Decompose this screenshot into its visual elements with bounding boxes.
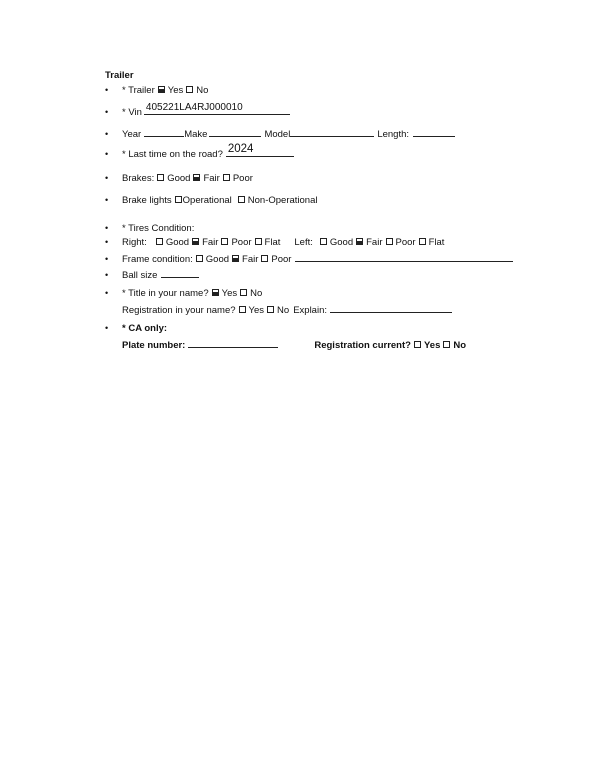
brakes-poor-label: Poor [232,173,253,184]
left-flat-checkbox[interactable] [419,238,426,245]
make-label: Make [184,129,208,140]
brake-lights-operational-checkbox[interactable] [175,196,182,203]
registration-explain-field[interactable] [330,302,452,313]
brake-lights-operational-label: Operational [182,195,232,206]
vehicle-row [105,126,455,140]
brake-lights-label: Brake lights [122,195,172,206]
last-time-value: 2024 [227,143,254,155]
bullet: • [105,254,109,264]
ca-only-row [105,323,167,334]
frame-good-checkbox[interactable] [196,255,203,262]
year-field[interactable] [144,126,184,137]
right-good-label: Good [165,237,190,248]
left-good-checkbox[interactable] [320,238,327,245]
registration-current-no-label: No [453,340,467,351]
frame-fair-checkbox[interactable] [232,255,239,262]
brakes-fair-label: Fair [203,173,220,184]
plate-number-field[interactable] [188,337,278,348]
registration-yes-checkbox[interactable] [239,306,246,313]
ca-only-label: * CA only: [122,323,168,334]
left-good-label: Good [329,237,354,248]
frame-row [105,251,513,265]
brakes-good-checkbox[interactable] [157,174,164,181]
right-poor-label: Poor [231,237,252,248]
bullet: • [105,129,109,139]
right-flat-label: Flat [264,237,281,248]
brakes-label: Brakes: [122,173,155,184]
frame-poor-checkbox[interactable] [261,255,268,262]
tires-left-label: Left: [294,237,313,248]
section-heading: Trailer [105,70,134,81]
frame-notes-field[interactable] [295,251,513,262]
bullet: • [105,323,109,333]
title-no-label: No [250,288,263,299]
vin-value: 405221LA4RJ000010 [145,102,243,113]
bullet: • [105,288,109,298]
bullet: • [105,195,109,205]
trailer-no-checkbox[interactable] [186,86,193,93]
right-fair-label: Fair [202,237,219,248]
year-label: Year [122,129,142,140]
title-row [105,288,262,299]
trailer-yes-checkbox[interactable] [158,86,165,93]
left-flat-label: Flat [428,237,445,248]
brake-lights-non-operational-label: Non-Operational [247,195,318,206]
bullet: • [105,173,109,183]
bullet: • [105,237,109,247]
ca-plate-row [122,337,466,351]
length-field[interactable] [413,126,455,137]
brakes-row [105,173,253,184]
brake-lights-row [105,195,317,206]
make-field[interactable] [209,126,261,137]
trailer-no-label: No [196,85,209,96]
bullet: • [105,223,109,233]
brakes-fair-checkbox[interactable] [193,174,200,181]
model-field[interactable] [290,126,374,137]
left-poor-label: Poor [395,237,416,248]
registration-no-checkbox[interactable] [267,306,274,313]
ball-size-label: Ball size [122,270,158,281]
right-flat-checkbox[interactable] [255,238,262,245]
registration-no-label: No [277,305,290,316]
frame-label: Frame condition: [122,254,193,265]
bullet: • [105,107,109,117]
right-good-checkbox[interactable] [156,238,163,245]
brake-lights-non-operational-checkbox[interactable] [238,196,245,203]
registration-current-yes-label: Yes [423,340,441,351]
registration-label: Registration in your name? [122,305,236,316]
last-time-label: * Last time on the road? [122,149,223,160]
tires-condition-row [105,237,444,248]
registration-current-no-checkbox[interactable] [443,341,450,348]
title-yes-label: Yes [221,288,238,299]
registration-current-yes-checkbox[interactable] [414,341,421,348]
plate-number-label: Plate number: [122,340,186,351]
registration-row [122,302,452,316]
bullet: • [105,149,109,159]
left-poor-checkbox[interactable] [386,238,393,245]
tires-label: * Tires Condition: [122,223,195,234]
vin-row [105,104,290,118]
trailer-row [105,85,208,96]
registration-yes-label: Yes [248,305,265,316]
bullet: • [105,270,109,280]
model-label: Model [264,129,291,140]
right-poor-checkbox[interactable] [221,238,228,245]
registration-current-label: Registration current? [314,340,411,351]
right-fair-checkbox[interactable] [192,238,199,245]
tires-right-label: Right: [122,237,147,248]
ball-size-row [105,267,199,281]
frame-good-label: Good [205,254,230,265]
title-label: * Title in your name? [122,288,209,299]
title-yes-checkbox[interactable] [212,289,219,296]
tires-heading-row [105,223,194,234]
vin-field[interactable] [144,104,290,115]
trailer-label: * Trailer [122,85,155,96]
brakes-poor-checkbox[interactable] [223,174,230,181]
title-no-checkbox[interactable] [240,289,247,296]
frame-fair-label: Fair [242,254,259,265]
bullet: • [105,85,109,95]
last-time-row [105,143,294,160]
trailer-yes-label: Yes [167,85,184,96]
brakes-good-label: Good [167,173,191,184]
frame-poor-label: Poor [271,254,292,265]
length-label: Length: [377,129,410,140]
registration-explain-label: Explain: [293,305,328,316]
left-fair-checkbox[interactable] [356,238,363,245]
vin-label: * Vin [122,107,142,118]
last-time-field[interactable] [226,143,294,157]
left-fair-label: Fair [366,237,383,248]
ball-size-field[interactable] [161,267,199,278]
